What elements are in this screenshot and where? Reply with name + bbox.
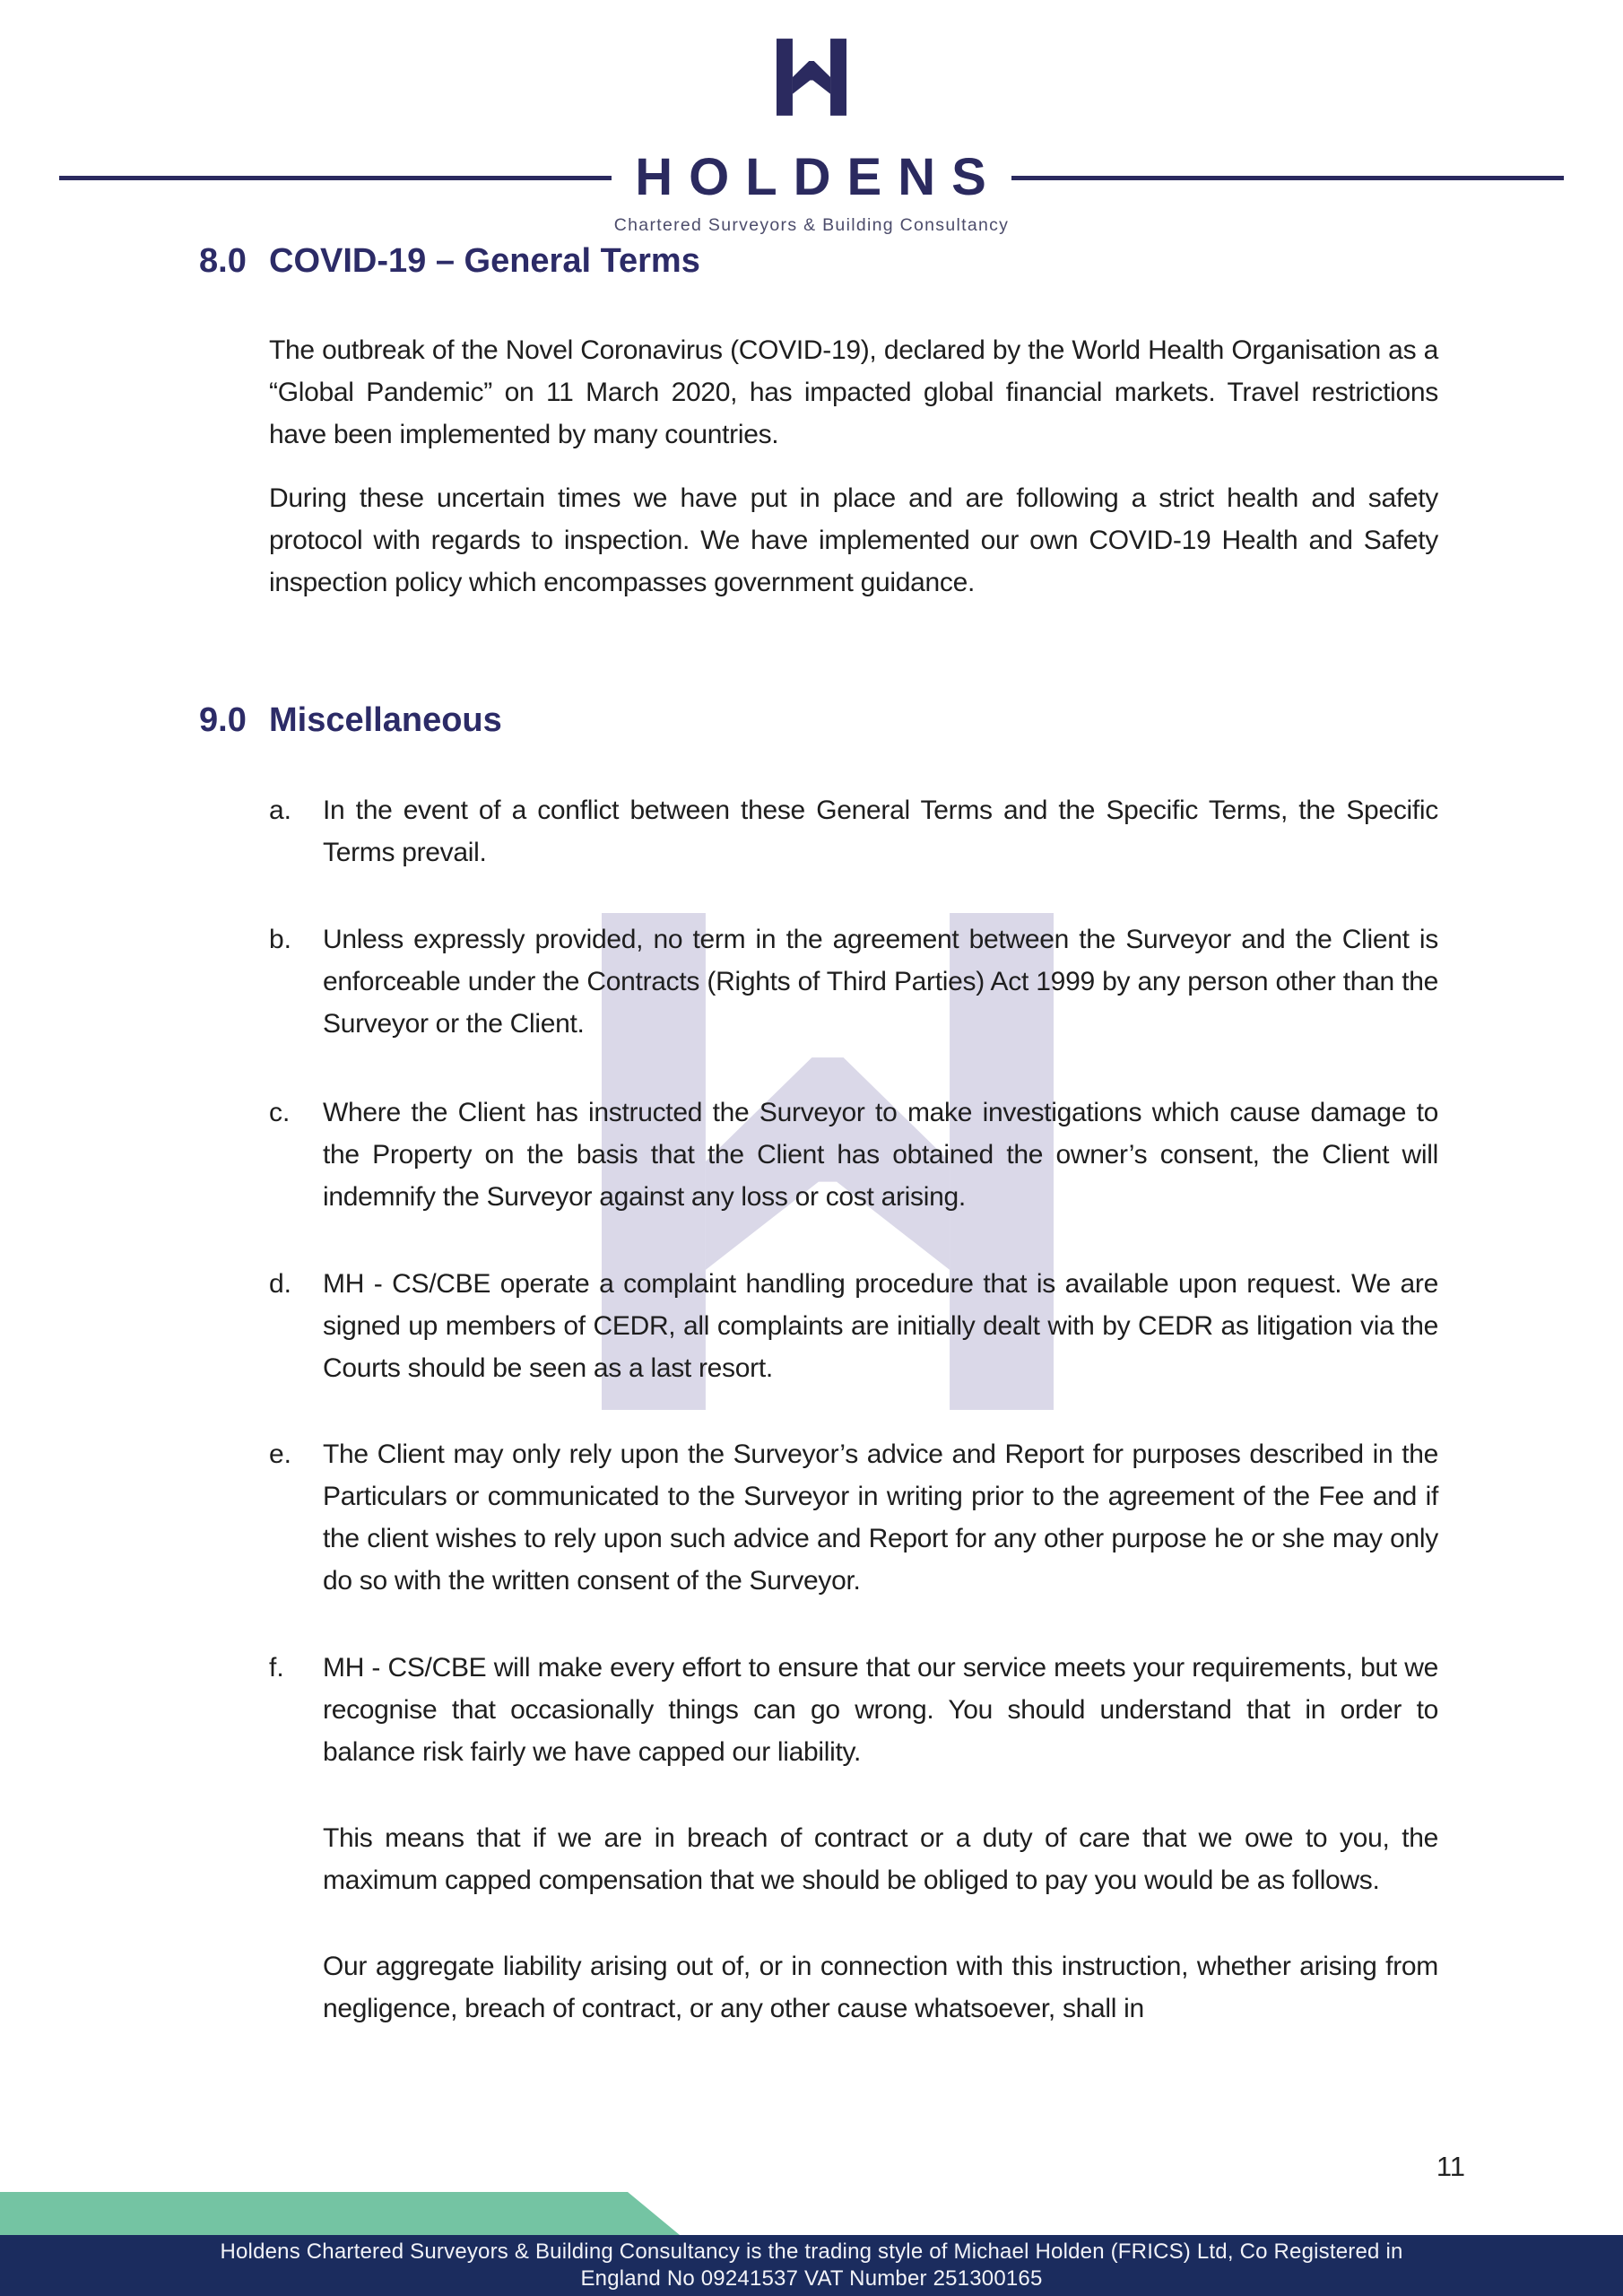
list-item-marker: f.	[269, 1653, 284, 1683]
continuation-paragraph: Our aggregate liability arising out of, or in connection with this instruction, whether arising from negligence, breach of contract, or any other cause whatsoever, shall in	[323, 1952, 1438, 2023]
brand-row	[59, 148, 1564, 207]
section-8-heading	[199, 243, 1438, 279]
list-item	[269, 918, 1438, 1045]
list-item-text: Where the Client has instructed the Surveyor to make investigations which cause damage to the Property on the basis that the Client has obtained the owner’s consent, the Client will indemnify the Surveyor against any loss or cost arising.	[323, 1098, 1438, 1212]
continuation-paragraph: This means that if we are in breach of contract or a duty of care that we owe to you, the maximum capped compensation that we should be obliged to pay you would be as follows.	[323, 1823, 1438, 1895]
list-item-marker: e.	[269, 1439, 292, 1469]
footer-text-line1: Holdens Chartered Surveyors & Building Consultancy is the trading style of Michael Holden (FRICS) Ltd, Co Registered in	[220, 2239, 1403, 2264]
list-item	[269, 789, 1438, 874]
section-title: COVID-19 – General Terms	[269, 242, 700, 280]
document-body	[199, 243, 1438, 2030]
section-number: 8.0	[199, 242, 247, 280]
list-item-text: MH - CS/CBE operate a complaint handling procedure that is available upon request. We are signed up members of CEDR, all complaints are initially dealt with by CEDR as litigation via the Courts should be seen as a last resort.	[323, 1269, 1438, 1383]
page-number: 11	[1436, 2151, 1465, 2182]
list-item-marker: a.	[269, 796, 292, 825]
section-number: 9.0	[199, 701, 247, 739]
footer-bar	[0, 2235, 1623, 2296]
list-item-marker: c.	[269, 1098, 291, 1127]
list-item	[269, 1263, 1438, 1389]
list-item-text: The Client may only rely upon the Surveyor’s advice and Report for purposes described in the Particulars or communicated to the Surveyor in writing prior to the agreement of the Fee and if the client wishes to rely upon such advice and Report for any other purpose he or she may only do so with the written consent of the Surveyor.	[323, 1439, 1438, 1596]
section-9-heading	[199, 702, 1438, 738]
header-rule-right	[1011, 176, 1564, 180]
paragraph: The outbreak of the Novel Coronavirus (COVID-19), declared by the World Health Organisation as a “Global Pandemic” on 11 March 2020, has impacted global financial markets. Travel restrictions have been implemented by many countries.	[269, 335, 1438, 449]
footer-accent-stripe	[0, 2192, 680, 2235]
section-title: Miscellaneous	[269, 701, 502, 739]
footer-text-line2: England No 09241537 VAT Number 251300165	[580, 2266, 1043, 2291]
list-item	[269, 1647, 1438, 1773]
brand-tagline: Chartered Surveyors & Building Consultancy	[613, 215, 1010, 235]
header	[0, 39, 1623, 236]
list-item-text: In the event of a conflict between these General Terms and the Specific Terms, the Specific Terms prevail.	[323, 796, 1438, 867]
paragraph: During these uncertain times we have put in place and are following a strict health and safety protocol with regards to inspection. We have implemented our own COVID-19 Health and Safety inspection policy which encompasses government guidance.	[269, 483, 1438, 597]
header-rule-left	[59, 176, 612, 180]
brand-wordmark: HOLDENS	[635, 148, 1002, 206]
list-item-marker: d.	[269, 1269, 292, 1299]
holdens-logo-icon	[777, 39, 846, 116]
list-item-marker: b.	[269, 925, 292, 954]
list-item-text: Unless expressly provided, no term in the agreement between the Surveyor and the Client is enforceable under the Contracts (Rights of Third Parties) Act 1999 by any person other than the Surveyor or the Client.	[323, 925, 1438, 1039]
list-item	[269, 1091, 1438, 1218]
list-item-text: MH - CS/CBE will make every effort to ensure that our service meets your requirements, but we recognise that occasionally things can go wrong. You should understand that in order to balance risk fairly we have capped our liability.	[323, 1653, 1438, 1767]
list-item	[269, 1433, 1438, 1602]
